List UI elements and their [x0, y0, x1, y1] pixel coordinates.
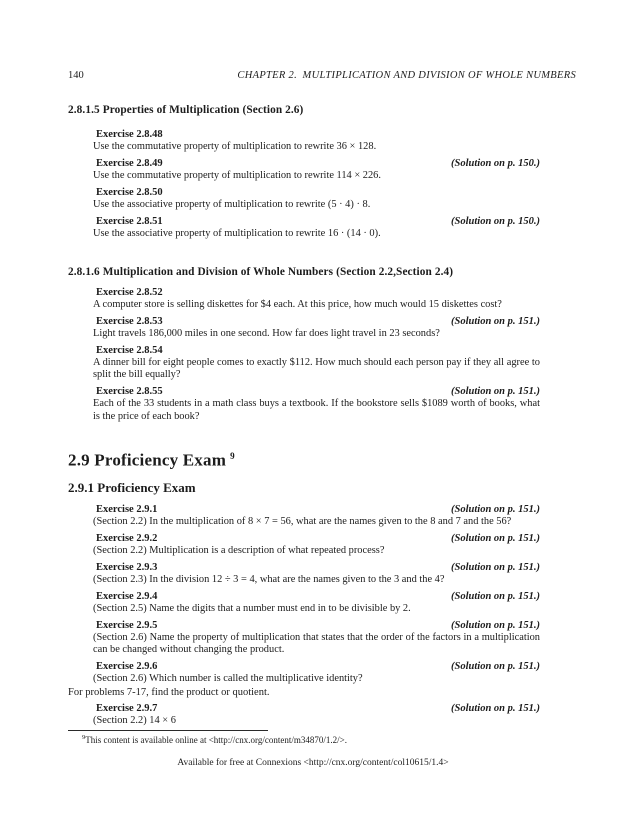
exercise-2-8-51: [68, 215, 558, 241]
exercise-2-9-1: [68, 503, 558, 529]
footnote-marker: 9: [230, 451, 235, 461]
exercise-header: [93, 128, 540, 141]
exercise-label: Exercise 2.8.53: [96, 315, 163, 327]
exercise-header: [93, 561, 540, 574]
exercise-2-8-48: [68, 128, 558, 154]
exercise-body: (Section 2.2) 14 × 6: [93, 715, 176, 727]
exercise-label: Exercise 2.9.1: [96, 503, 158, 515]
exercise-group-mult-div: [68, 279, 558, 424]
exercise-header: [93, 344, 540, 357]
exercise-label: Exercise 2.8.55: [96, 386, 163, 397]
exercise-label: Exercise 2.9.7: [96, 703, 158, 715]
footnote-url-link[interactable]: <http://cnx.org/content/m34870/1.2/>: [208, 734, 345, 745]
solution-link[interactable]: (Solution on p. 150.): [451, 216, 540, 227]
exercise-body: Use the commutative property of multiplication to rewrite 36 × 128.: [93, 141, 377, 152]
exercise-header: [93, 186, 540, 199]
exercise-2-8-50: [68, 186, 558, 212]
solution-link[interactable]: (Solution on p. 151.): [451, 386, 540, 397]
exercise-header: [93, 660, 540, 673]
footnote-text: This content is available online at: [85, 734, 209, 745]
exercise-header: [93, 590, 540, 603]
solution-link[interactable]: (Solution on p. 151.): [451, 315, 540, 327]
exercise-2-8-55: [68, 385, 558, 423]
exercise-label: Exercise 2.8.54: [96, 344, 163, 356]
exercise-header: [93, 532, 540, 545]
subsection-heading-2-9-1: 2.9.1 Proficiency Exam: [68, 479, 196, 495]
solution-link[interactable]: (Solution on p. 151.): [451, 703, 540, 715]
solution-link[interactable]: (Solution on p. 151.): [451, 532, 540, 544]
exercise-label: Exercise 2.8.49: [96, 158, 163, 169]
chapter-header-title: CHAPTER 2. MULTIPLICATION AND DIVISION OF WHOLE NUMBERS: [237, 70, 576, 81]
exercise-body: (Section 2.2) Multiplication is a description of what repeated process?: [93, 544, 385, 556]
footer-url-link[interactable]: <http://cnx.org/content/col10615/1.4>: [303, 757, 449, 768]
proficiency-exam-title-text: 2.9 Proficiency Exam: [68, 450, 227, 470]
exercise-label: Exercise 2.9.4: [96, 590, 158, 602]
exercise-body: Each of the 33 students in a math class buys a textbook. If the bookstore sells $1089 worth of books, what is the price of each book?: [93, 398, 540, 422]
exercise-2-8-54: [68, 344, 558, 382]
footer-text: Available for free at Connexions: [177, 757, 304, 768]
solution-link[interactable]: (Solution on p. 151.): [451, 503, 540, 515]
exercise-label: Exercise 2.8.48: [96, 129, 163, 140]
exercise-2-9-5: [68, 619, 558, 657]
solution-link[interactable]: (Solution on p. 151.): [451, 619, 540, 631]
exercise-body: A computer store is selling diskettes for $4 each. At this price, how much would 15 diskettes cost?: [93, 298, 502, 310]
exercise-header: [93, 385, 540, 398]
proficiency-exam-title: [68, 447, 558, 470]
exercise-body: Use the associative property of multiplication to rewrite (5 · 4) · 8.: [93, 199, 371, 210]
exercise-group-after-interlude: [68, 699, 558, 728]
exercise-body: (Section 2.6) Name the property of multiplication that states that the order of the factors in a multiplication can be changed without changing the product.: [93, 631, 540, 656]
exercise-body: A dinner bill for eight people comes to exactly $112. How much should each person pay if they all agree to split the bill equally?: [93, 356, 540, 380]
section-heading-2-8-1-5: 2.8.1.5 Properties of Multiplication (Section 2.6): [68, 104, 304, 116]
exercise-header: [93, 702, 540, 715]
exercise-body: Use the commutative property of multiplication to rewrite 114 × 226.: [93, 170, 381, 181]
exercise-body: Light travels 186,000 miles in one second. How far does light travel in 23 seconds?: [93, 327, 440, 339]
solution-link[interactable]: (Solution on p. 151.): [451, 590, 540, 602]
exercise-group-proficiency: [68, 495, 558, 686]
exercise-2-8-53: [68, 315, 558, 341]
exercise-header: [93, 503, 540, 516]
exercise-label: Exercise 2.9.2: [96, 532, 158, 544]
exercise-2-9-4: [68, 590, 558, 616]
exercise-label: Exercise 2.8.50: [96, 187, 163, 198]
exercise-2-9-2: [68, 532, 558, 558]
exercise-label: Exercise 2.9.5: [96, 619, 158, 631]
running-header: [68, 69, 576, 82]
exercise-header: [93, 315, 540, 328]
exercise-label: Exercise 2.9.3: [96, 561, 158, 573]
exercise-group-properties: [68, 117, 558, 241]
exercise-body: (Section 2.6) Which number is called the multiplicative identity?: [93, 673, 363, 685]
exercise-body: Use the associative property of multiplication to rewrite 16 · (14 · 0).: [93, 228, 381, 239]
exercise-2-8-49: [68, 157, 558, 183]
footnote-rule: [68, 730, 268, 731]
footnote: [68, 732, 558, 746]
exercise-2-9-3: [68, 561, 558, 587]
solution-link[interactable]: (Solution on p. 151.): [451, 661, 540, 673]
page-footer: [68, 758, 558, 769]
exercise-2-9-6: [68, 660, 558, 686]
exercise-label: Exercise 2.9.6: [96, 661, 158, 673]
exercise-header: [93, 286, 540, 299]
exercise-header: [93, 619, 540, 632]
exercise-header: [93, 215, 540, 228]
exercise-label: Exercise 2.8.52: [96, 286, 163, 298]
exercise-2-8-52: [68, 286, 558, 312]
exercise-2-9-7: [68, 702, 558, 728]
interlude-text: For problems 7-17, find the product or quotient.: [68, 686, 270, 698]
footnote-period: .: [344, 734, 347, 745]
footnote-marker: 9: [82, 733, 86, 741]
solution-link[interactable]: (Solution on p. 151.): [451, 561, 540, 573]
section-heading-2-8-1-6: 2.8.1.6 Multiplication and Division of Whole Numbers (Section 2.2,Section 2.4): [68, 265, 454, 278]
exercise-body: (Section 2.2) In the multiplication of 8 × 7 = 56, what are the names given to the 8 and 7 and the 56?: [93, 515, 512, 527]
page-number: 140: [68, 70, 84, 81]
exercise-body: (Section 2.3) In the division 12 ÷ 3 = 4, what are the names given to the 3 and the 4?: [93, 573, 445, 585]
exercise-body: (Section 2.5) Name the digits that a number must end in to be divisible by 2.: [93, 602, 411, 614]
exercise-header: [93, 157, 540, 170]
solution-link[interactable]: (Solution on p. 150.): [451, 158, 540, 169]
exercise-label: Exercise 2.8.51: [96, 216, 163, 227]
